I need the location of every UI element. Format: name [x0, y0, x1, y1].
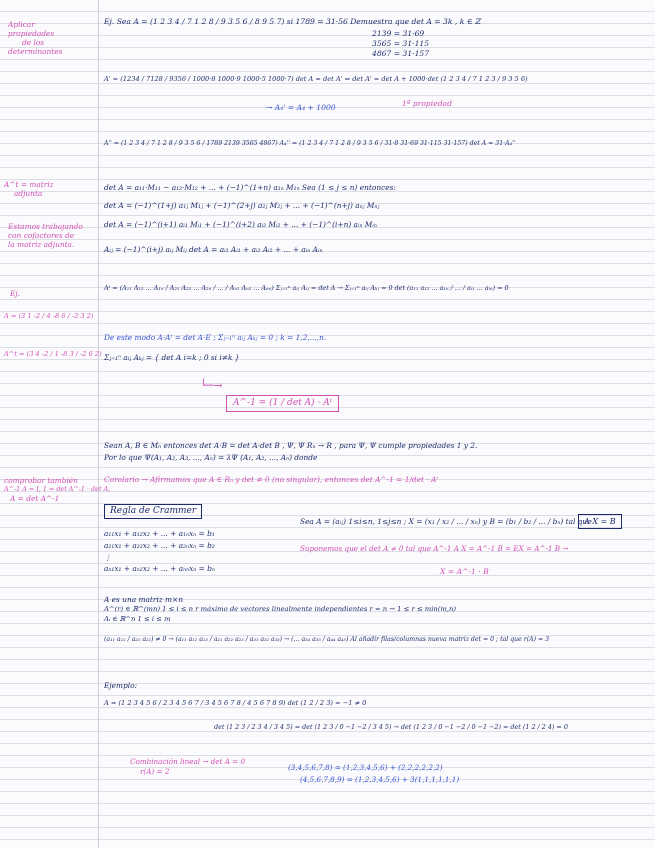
text-line: 2139 = 31·69: [372, 29, 425, 38]
text-line: X = A^-1 · B: [440, 567, 489, 576]
margin-note: adjunta: [14, 189, 43, 198]
margin-note: de los: [22, 38, 45, 47]
text-line: ⋮: [104, 553, 112, 562]
margin-line: [98, 0, 99, 848]
text-line: Aᵢⱼ = (−1)^(i+j) aᵢⱼ Mᵢⱼ det A = aᵢ₁ Aᵢ₁ + aᵢ₂ Aᵢ₂ + ... + aᵢₙ Aᵢₙ: [104, 245, 323, 254]
text-line: det A = (−1)^(i+1) aᵢ₁ Mᵢ₁ + (−1)^(i+2) aᵢ₂ Mᵢ₂ + ... + (−1)^(i+n) aᵢₙ Mᵢₙ: [104, 220, 377, 229]
text-line: Sean A, B ∈ Mₙ entonces det A·B = det A·det B , Ψ, Ψ Rₙ → R , para Ψ, Ψ cumple propiedades 1 y 2.: [104, 441, 478, 450]
text-line: det A = (−1)^(1+j) a₁ⱼ M₁ⱼ + (−1)^(2+j) a₂ⱼ M₂ⱼ + ... + (−1)^(n+j) aₙⱼ Mₙⱼ: [104, 201, 380, 210]
margin-note: comprobar también: [4, 476, 78, 485]
margin-note: A^-1 A = I, 1 = det A^-1 · det A,: [4, 485, 111, 493]
text-line: Ejemplo:: [104, 681, 138, 690]
text-line: → A₄' = A₄ + 1000: [266, 103, 336, 112]
text-line: Combinación lineal → det A = 0: [130, 757, 246, 766]
text-line: 3565 = 31·115: [372, 39, 430, 48]
arrow-icon: └─→: [200, 379, 223, 392]
text-line: 4867 = 31·157: [372, 49, 430, 58]
section-heading-box: Regla de Crammer: [104, 504, 202, 519]
margin-note: con cofactores de: [8, 231, 75, 240]
text-line: det A = a₁₁·M₁₁ − a₁₂·M₁₂ + ... + (−1)^(1+n) a₁ₙ M₁ₙ Sea (1 ≤ j ≤ n) entonces:: [104, 183, 396, 192]
text-line: Suponemos que el det A ≠ 0 tal que A^-1 A X = A^-1 B = EX = A^-1 B →: [300, 544, 569, 553]
margin-note: Estamos trabajando: [8, 222, 83, 231]
text-line: r(A) = 2: [140, 767, 170, 776]
text-line: Ej. Sea A = (1 2 3 4 / 7 1 2 8 / 9 3 5 6 / 8 9 5 7) si 1789 = 31·56 Demuestra que det A = 3k , k ∈ ℤ: [104, 17, 481, 26]
margin-note: la matriz adjunta.: [8, 240, 75, 249]
margin-note: A = (3 1 -2 / 4 -8 6 / -2 3 2): [4, 312, 94, 320]
inverse-formula-box: A^-1 = (1 / det A) · Aᵗ: [226, 395, 339, 412]
text-line: A = (1 2 3 4 5 6 / 2 3 4 5 6 7 / 3 4 5 6 7 8 / 4 5 6 7 8 9) det (1 2 / 2 3) = −1 ≠ 0: [104, 699, 367, 707]
margin-note: A = det A^-1: [10, 494, 60, 503]
text-line: A^(r) ∈ ℝ^(mn) 1 ≤ i ≤ n r máximo de vectores linealmente independientes r = n → 1 ≤ r ≤ min(m,n): [104, 605, 457, 613]
text-line: 1ª propiedad: [402, 99, 452, 108]
text-line: De este modo A·Aᵗ = det A·E ; Σⱼ₌₁ⁿ aᵢⱼ Aₖⱼ = 0 ; k = 1,2,...,n.: [104, 333, 327, 342]
margin-note: A^t = matriz: [4, 180, 54, 189]
text-line: aₙ₁x₁ + aₙ₂x₂ + ... + aₙₙxₙ = bₙ: [104, 564, 215, 573]
equation-box: A·X = B: [578, 514, 622, 529]
margin-note: Ej.: [10, 289, 21, 298]
text-line: Sea A = (aᵢⱼ) 1≤i≤n, 1≤j≤n ; X = (x₁ / x₂ / ... / xₙ) y B = (b₁ / b₂ / ... / bₙ) tal que: [300, 517, 592, 526]
text-line: (3,4,5,6,7,8) = (1,2,3,4,5,6) + (2,2,2,2,2,2): [288, 763, 443, 772]
text-line: det (1 2 3 / 2 3 4 / 3 4 5) = det (1 2 3 / 0 −1 −2 / 3 4 5) → det (1 2 3 / 0 −1 −2 / 0 −1 −2) = det (1 2 / 2 4) = 0: [214, 723, 568, 731]
margin-note: A^t = (3 4 -2 / 1 -8 3 / -2 6 2): [4, 350, 102, 358]
text-line: (4,5,6,7,8,9) = (1,2,3,4,5,6) + 3(1,1,1,1,1,1): [300, 775, 460, 784]
margin-note: determinantes: [8, 47, 63, 56]
text-line: Por lo que Ψ(A₁, A₂, A₃, ..., Aₙ) = λΨ (A₁, A₂, ..., Aₙ) donde: [104, 453, 318, 462]
text-line: Corolario → Afirmamos que A ∈ Rₙ y det ≠ 0 (no singular), entonces det A^-1 = 1/det · Aᵗ: [104, 475, 439, 484]
text-line: Aᵢ ∈ ℝ^n 1 ≤ i ≤ m: [104, 615, 171, 623]
text-line: A es una matriz m×n: [104, 595, 183, 604]
text-line: A'' = (1 2 3 4 / 7 1 2 8 / 9 3 5 6 / 1789 2139 3565 4867) A₄'' = (1 2 3 4 / 7 1 2 8 / 9 3 5 6 / 31·8 31·69 31·115 31·157) det A = 31·A₄'': [104, 140, 516, 147]
margin-note: Aplicar: [8, 20, 35, 29]
text-line: A' = (1234 / 7128 / 9356 / 1000·8 1000·9 1000·5 1000·7) det A = det A' ⇒ det A' = det A + 1000·det (1 2 3 4 / 7 1 2 3 / 9 3 5 6): [104, 75, 528, 83]
text-line: Aᵗ = (A₁₁ A₁₂ ... A₁ₙ / A₂₁ A₂₂ ... A₂ₙ / ... / Aₙ₁ Aₙ₂ ... Aₙₙ) Σⱼ₌₁ⁿ aᵢⱼ Aᵢⱼ = det A → Σⱼ₌₁ⁿ aᵢⱼ Aₖⱼ = 0 det (a₁₁ a₁₂ ... a₁ₙ / ... / aᵢ₁ ... aᵢₙ) = 0: [104, 284, 509, 292]
text-line: Σⱼ₌₁ⁿ aᵢⱼ Aₖⱼ = { det A i=k ; 0 si i≠k }: [104, 353, 240, 362]
text-line: a₁₁x₁ + a₁₂x₂ + ... + a₁ₙxₙ = b₁: [104, 529, 215, 538]
text-line: a₂₁x₁ + a₂₂x₂ + ... + a₂ₙxₙ = b₂: [104, 541, 215, 550]
margin-note: propiedades: [8, 29, 55, 38]
text-line: (a₁₁ a₁₂ / a₂₁ a₂₂) ≠ 0 → (a₁₁ a₁₂ a₁₃ / a₂₁ a₂₂ a₂₃ / a₃₁ a₃₂ a₃₃) → (... a₃₄ a₃₅ / a₄₄ a₄₅) Al añadir filas/columnas nueva matriz det = 0 ; tal que r(A) = 3: [104, 636, 550, 643]
